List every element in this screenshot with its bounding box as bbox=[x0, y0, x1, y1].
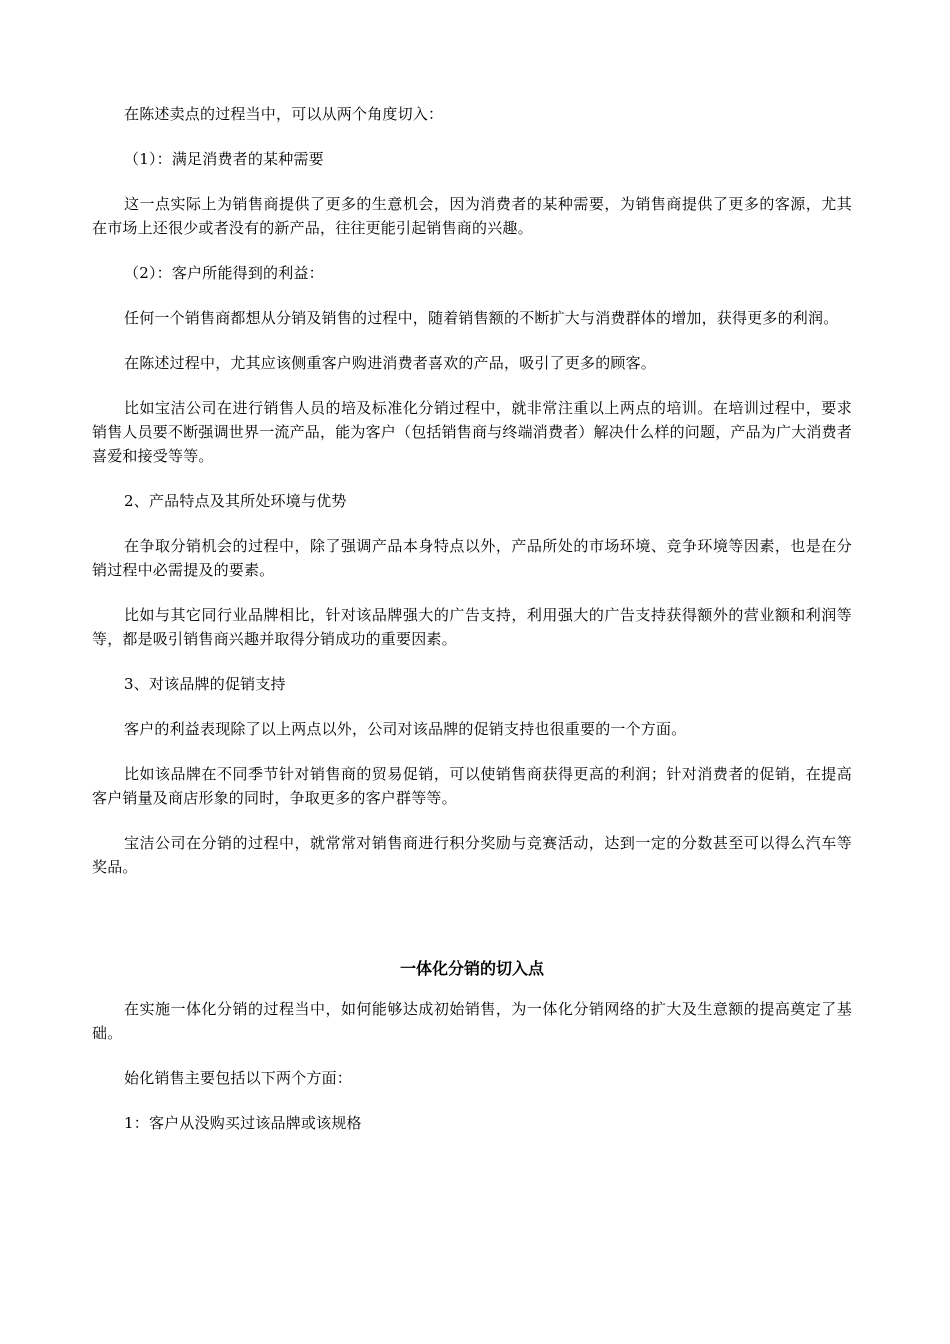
list-item: 1：客户从没购买过该品牌或该规格 bbox=[124, 1114, 362, 1132]
paragraph: 在争取分销机会的过程中，除了强调产品本身特点以外，产品所处的市场环境、竞争环境等因素，也是在分销过程中必需提及的要素。 bbox=[92, 537, 852, 579]
paragraph: 在陈述卖点的过程当中，可以从两个角度切入： bbox=[124, 105, 444, 123]
subheading-promotion: 3、对该品牌的促销支持 bbox=[124, 675, 286, 693]
paragraph: 始化销售主要包括以下两个方面： bbox=[124, 1069, 353, 1087]
paragraph: 这一点实际上为销售商提供了更多的生意机会，因为消费者的某种需要，为销售商提供了更多的客源，尤其在市场上还很少或者没有的新产品，往往更能引起销售商的兴趣。 bbox=[92, 195, 852, 237]
paragraph: 宝洁公司在分销的过程中，就常常对销售商进行积分奖励与竞赛活动，达到一定的分数甚至可以得么汽车等奖品。 bbox=[92, 834, 852, 876]
paragraph: 比如该品牌在不同季节针对销售商的贸易促销，可以使销售商获得更高的利润；针对消费者的促销，在提高客户销量及商店形象的同时，争取更多的客户群等等。 bbox=[92, 765, 852, 807]
paragraph: 在陈述过程中，尤其应该侧重客户购进消费者喜欢的产品，吸引了更多的顾客。 bbox=[124, 354, 657, 372]
paragraph: 比如宝洁公司在进行销售人员的培及标准化分销过程中，就非常注重以上两点的培训。在培训过程中，要求销售人员要不断强调世界一流产品，能为客户（包括销售商与终端消费者）解决什么样的问题，产品为广大消费者喜爱和接受等等。 bbox=[92, 399, 853, 465]
section-title: 一体化分销的切入点 bbox=[399, 959, 544, 978]
subheading-need: （1）：满足消费者的某种需要 bbox=[124, 150, 324, 168]
paragraph: 任何一个销售商都想从分销及销售的过程中，随着销售额的不断扩大与消费群体的增加，获得更多的利润。 bbox=[124, 309, 839, 327]
paragraph: 客户的利益表现除了以上两点以外，公司对该品牌的促销支持也很重要的一个方面。 bbox=[124, 720, 687, 738]
document-page bbox=[92, 102, 852, 1156]
subheading-benefit: （2）：客户所能得到的利益： bbox=[124, 264, 324, 282]
subheading-product-features: 2、产品特点及其所处环境与优势 bbox=[124, 492, 347, 510]
paragraph: 在实施一体化分销的过程当中，如何能够达成初始销售，为一体化分销网络的扩大及生意额的提高奠定了基础。 bbox=[92, 1000, 852, 1042]
paragraph: 比如与其它同行业品牌相比，针对该品牌强大的广告支持，利用强大的广告支持获得额外的营业额和利润等等，都是吸引销售商兴趣并取得分销成功的重要因素。 bbox=[92, 606, 852, 648]
